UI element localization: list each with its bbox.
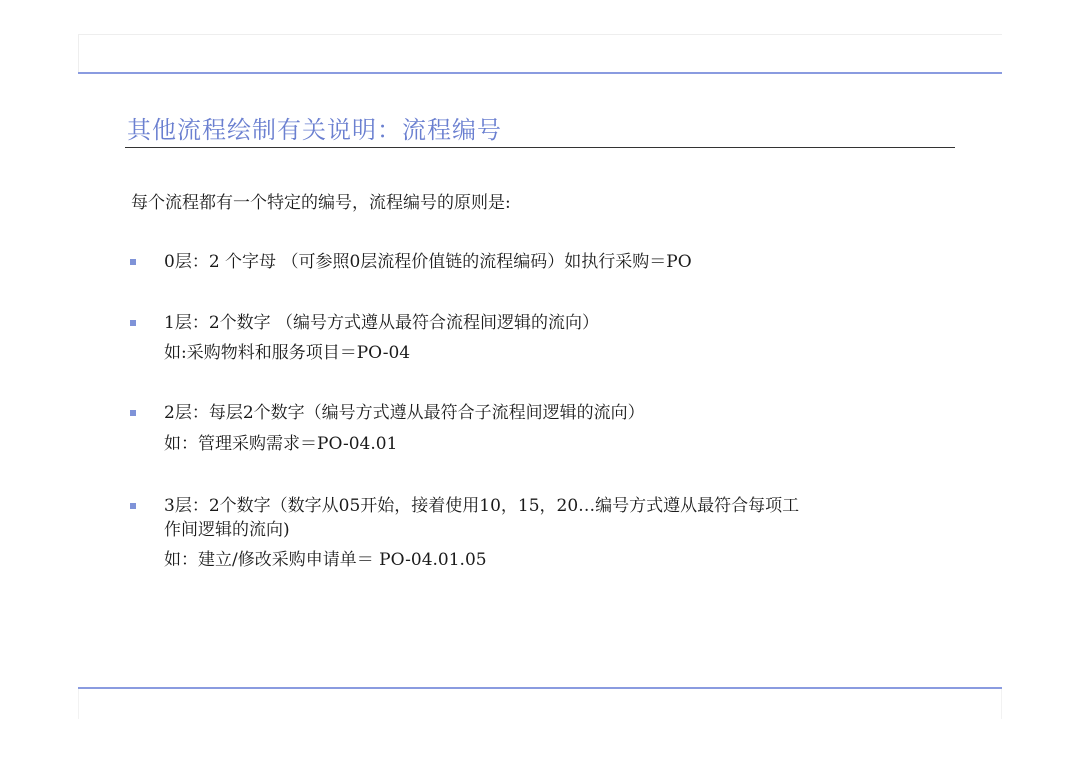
item-3-line-1: 作间逻辑的流向) bbox=[164, 520, 290, 540]
bullet-square-icon bbox=[130, 410, 136, 416]
item-2-line-0: 2层：每层2个数字（编号方式遵从最符合子流程间逻辑的流向） bbox=[164, 403, 645, 423]
item-1-line-0: 1层：2个数字 （编号方式遵从最符合流程间逻辑的流向） bbox=[164, 313, 600, 333]
slide-title: 其他流程绘制有关说明：流程编号 bbox=[127, 116, 502, 144]
item-1-line-1: 如:采购物料和服务项目＝PO-04 bbox=[164, 343, 411, 363]
item-3-line-2: 如：建立/修改采购申请单＝ PO-04.01.05 bbox=[164, 550, 487, 570]
item-2-line-1: 如：管理采购需求＝PO-04.01 bbox=[164, 434, 398, 454]
intro-text: 每个流程都有一个特定的编号，流程编号的原则是: bbox=[131, 193, 511, 213]
item-3-line-0: 3层：2个数字（数字从05开始，接着使用10，15，20…编号方式遵从最符合每项工 bbox=[164, 496, 800, 516]
header-frame bbox=[78, 34, 1002, 72]
title-underline bbox=[125, 147, 955, 148]
footer-frame bbox=[78, 689, 1002, 719]
top-divider bbox=[78, 72, 1002, 74]
item-0-line-0: 0层：2 个字母 （可参照0层流程价值链的流程编码）如执行采购＝PO bbox=[164, 252, 692, 272]
bullet-square-icon bbox=[130, 320, 136, 326]
bullet-square-icon bbox=[130, 259, 136, 265]
bullet-square-icon bbox=[130, 503, 136, 509]
